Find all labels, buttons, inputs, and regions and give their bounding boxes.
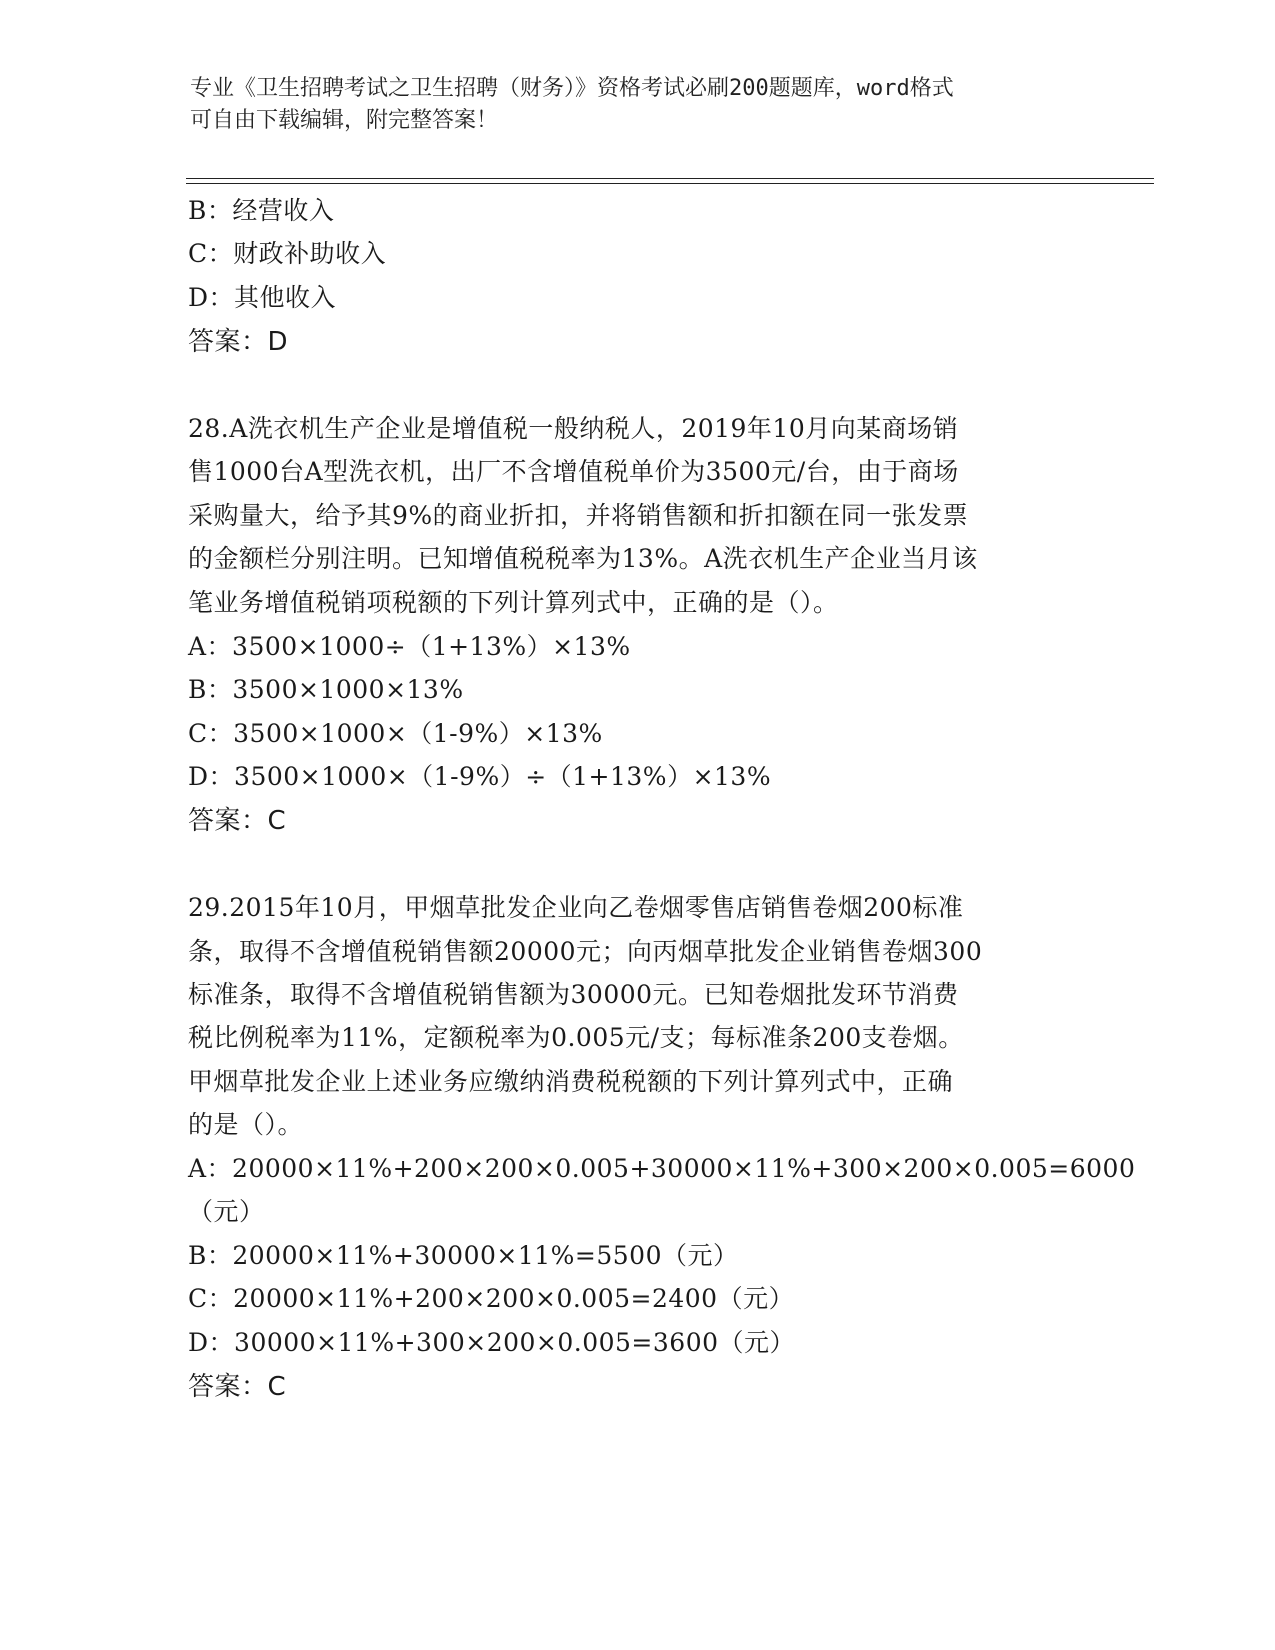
q27-option-c: C：财政补助收入 bbox=[188, 239, 387, 268]
q28-stem-line: 笔业务增值税销项税额的下列计算列式中，正确的是（）。 bbox=[188, 588, 839, 617]
q29-stem-line: 条，取得不含增值税销售额20000元；向丙烟草批发企业销售卷烟300 bbox=[188, 937, 983, 966]
q29-stem-line: 标准条，取得不含增值税销售额为30000元。已知卷烟批发环节消费 bbox=[188, 980, 959, 1009]
q28-option-b: B：3500×1000×13% bbox=[188, 675, 464, 704]
header-line-2: 可自由下载编辑，附完整答案！ bbox=[190, 108, 499, 133]
q28-stem-line: 售1000台A型洗衣机，出厂不含增值税单价为3500元/台，由于商场 bbox=[188, 457, 959, 486]
q29-answer: 答案：C bbox=[188, 1372, 287, 1402]
q29-option-b: B：20000×11%+30000×11%=5500（元） bbox=[188, 1241, 739, 1270]
q29-stem-line: 甲烟草批发企业上述业务应缴纳消费税税额的下列计算列式中，正确 bbox=[188, 1067, 954, 1096]
q28-stem-line: 采购量大，给予其9%的商业折扣，并将销售额和折扣额在同一张发票 bbox=[188, 501, 969, 530]
header-divider-top bbox=[186, 178, 1154, 179]
q29-option-c: C：20000×11%+200×200×0.005=2400（元） bbox=[188, 1284, 795, 1313]
header-line-1: 专业《卫生招聘考试之卫生招聘（财务）》资格考试必刷200题题库，word格式 bbox=[190, 76, 954, 101]
q28-stem-line: 的金额栏分别注明。已知增值税税率为13%。A洗衣机生产企业当月该 bbox=[188, 544, 978, 573]
q28-answer: 答案：C bbox=[188, 806, 287, 836]
q27-option-d: D：其他收入 bbox=[188, 283, 337, 312]
q29-option-a-continued: （元） bbox=[188, 1197, 265, 1226]
q29-stem-line: 的是（）。 bbox=[188, 1110, 304, 1139]
q29-stem-line: 29.2015年10月，甲烟草批发企业向乙卷烟零售店销售卷烟200标准 bbox=[188, 893, 964, 922]
header-divider-bottom bbox=[186, 183, 1154, 184]
document-header bbox=[190, 73, 1090, 137]
q29-option-a: A：20000×11%+200×200×0.005+30000×11%+300×200×0.005=6000 bbox=[188, 1154, 1136, 1183]
q29-option-d: D：30000×11%+300×200×0.005=3600（元） bbox=[188, 1328, 796, 1357]
q29-stem-line: 税比例税率为11%，定额税率为0.005元/支；每标准条200支卷烟。 bbox=[188, 1023, 964, 1052]
q28-option-a: A：3500×1000÷（1+13%）×13% bbox=[188, 632, 631, 661]
q28-option-c: C：3500×1000×（1-9%）×13% bbox=[188, 719, 603, 748]
q28-stem-line: 28.A洗衣机生产企业是增值税一般纳税人，2019年10月向某商场销 bbox=[188, 414, 959, 443]
q27-option-b: B：经营收入 bbox=[188, 196, 335, 225]
q28-option-d: D：3500×1000×（1-9%）÷（1+13%）×13% bbox=[188, 762, 772, 791]
q27-answer: 答案：D bbox=[188, 327, 289, 357]
